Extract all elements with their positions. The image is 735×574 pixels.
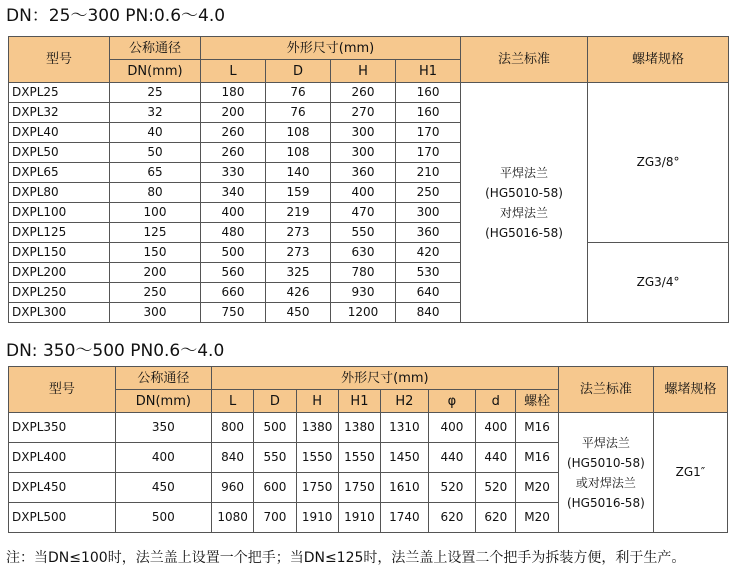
flange-line: (HG5016-58) (485, 225, 563, 240)
h-cell: 630 (331, 243, 396, 263)
l-cell: 180 (201, 83, 266, 103)
d-cell: 500 (254, 413, 296, 443)
h-cell: 1750 (296, 473, 338, 503)
dn-cell: 32 (110, 103, 201, 123)
dn-cell: 125 (110, 223, 201, 243)
l-cell: 840 (211, 443, 253, 473)
thread-header: 螺堵规格 (588, 37, 729, 83)
d-cell: 550 (254, 443, 296, 473)
dn-cell: 300 (110, 303, 201, 323)
l-cell: 500 (201, 243, 266, 263)
l-cell: 1080 (211, 503, 253, 533)
model-cell: DXPL25 (9, 83, 110, 103)
flange-standard-cell (461, 83, 588, 323)
model-cell: DXPL400 (9, 443, 116, 473)
flange-line: 或对焊法兰 (575, 475, 636, 490)
flange-header: 法兰标准 (558, 367, 653, 413)
thread-spec-cell: ZG3/8° (588, 83, 729, 243)
dimensions-header: 外形尺寸(mm) (201, 37, 461, 60)
small-d-cell: 520 (476, 473, 516, 503)
dn-cell: 250 (110, 283, 201, 303)
dn-cell: 100 (110, 203, 201, 223)
col-H2-header: H2 (381, 390, 429, 413)
dn-cell: 65 (110, 163, 201, 183)
model-cell: DXPL250 (9, 283, 110, 303)
bolt-cell: M16 (516, 443, 558, 473)
d-cell: 140 (266, 163, 331, 183)
d-cell: 325 (266, 263, 331, 283)
small-d-cell: 440 (476, 443, 516, 473)
model-cell: DXPL32 (9, 103, 110, 123)
d-cell: 600 (254, 473, 296, 503)
h-cell: 1550 (296, 443, 338, 473)
model-cell: DXPL300 (9, 303, 110, 323)
model-cell: DXPL65 (9, 163, 110, 183)
h1-cell: 1380 (338, 413, 380, 443)
l-cell: 560 (201, 263, 266, 283)
h-cell: 400 (331, 183, 396, 203)
flange-header: 法兰标准 (461, 37, 588, 83)
h2-cell: 1740 (381, 503, 429, 533)
nominal-header: 公称通径 (115, 367, 211, 390)
h-cell: 360 (331, 163, 396, 183)
spec-table-dn350-500 (8, 366, 728, 533)
col-bolt-header: 螺栓 (516, 390, 558, 413)
h1-cell: 160 (396, 103, 461, 123)
l-cell: 340 (201, 183, 266, 203)
h-cell: 300 (331, 143, 396, 163)
d-cell: 159 (266, 183, 331, 203)
h1-cell: 170 (396, 123, 461, 143)
l-cell: 260 (201, 123, 266, 143)
model-header: 型号 (9, 37, 110, 83)
d-cell: 426 (266, 283, 331, 303)
col-H-header: H (331, 60, 396, 83)
h-cell: 930 (331, 283, 396, 303)
dn-cell: 80 (110, 183, 201, 203)
h-cell: 260 (331, 83, 396, 103)
l-cell: 750 (201, 303, 266, 323)
dn-cell: 350 (115, 413, 211, 443)
model-header: 型号 (9, 367, 116, 413)
dimensions-header: 外形尺寸(mm) (211, 367, 558, 390)
flange-line: (HG5010-58) (566, 455, 645, 470)
d-cell: 219 (266, 203, 331, 223)
spec-table-dn25-300 (8, 36, 729, 323)
dn-cell: 450 (115, 473, 211, 503)
h-cell: 550 (331, 223, 396, 243)
nominal-unit-header: DN(mm) (110, 60, 201, 83)
col-L-header: L (211, 390, 253, 413)
d-cell: 273 (266, 223, 331, 243)
col-H1-header: H1 (338, 390, 380, 413)
l-cell: 960 (211, 473, 253, 503)
flange-line: 平焊法兰 (581, 435, 630, 450)
flange-line: (HG5010-58) (485, 185, 563, 200)
l-cell: 400 (201, 203, 266, 223)
h-cell: 1380 (296, 413, 338, 443)
h-cell: 270 (331, 103, 396, 123)
h2-cell: 1310 (381, 413, 429, 443)
d-cell: 108 (266, 143, 331, 163)
h-cell: 470 (331, 203, 396, 223)
d-cell: 76 (266, 103, 331, 123)
thread-spec-cell: ZG3/4° (588, 243, 729, 323)
model-cell: DXPL450 (9, 473, 116, 503)
table-row (9, 243, 729, 263)
col-phi-header: φ (428, 390, 476, 413)
h2-cell: 1610 (381, 473, 429, 503)
dn-cell: 50 (110, 143, 201, 163)
model-cell: DXPL80 (9, 183, 110, 203)
h1-cell: 1750 (338, 473, 380, 503)
thread-spec-cell: ZG1″ (653, 413, 727, 533)
phi-cell: 400 (428, 413, 476, 443)
h1-cell: 360 (396, 223, 461, 243)
bolt-cell: M20 (516, 473, 558, 503)
flange-line: 平焊法兰 (500, 165, 549, 180)
small-d-cell: 400 (476, 413, 516, 443)
phi-cell: 620 (428, 503, 476, 533)
model-cell: DXPL150 (9, 243, 110, 263)
l-cell: 200 (201, 103, 266, 123)
col-D-header: D (266, 60, 331, 83)
model-cell: DXPL50 (9, 143, 110, 163)
flange-line: (HG5016-58) (566, 495, 645, 510)
h1-cell: 420 (396, 243, 461, 263)
h1-cell: 1550 (338, 443, 380, 473)
l-cell: 800 (211, 413, 253, 443)
d-cell: 700 (254, 503, 296, 533)
h1-cell: 1910 (338, 503, 380, 533)
d-cell: 273 (266, 243, 331, 263)
nominal-unit-header: DN(mm) (115, 390, 211, 413)
h1-cell: 640 (396, 283, 461, 303)
phi-cell: 520 (428, 473, 476, 503)
l-cell: 480 (201, 223, 266, 243)
h-cell: 1910 (296, 503, 338, 533)
dn-cell: 40 (110, 123, 201, 143)
dn-cell: 500 (115, 503, 211, 533)
model-cell: DXPL200 (9, 263, 110, 283)
h-cell: 300 (331, 123, 396, 143)
model-cell: DXPL350 (9, 413, 116, 443)
d-cell: 76 (266, 83, 331, 103)
h1-cell: 170 (396, 143, 461, 163)
d-cell: 108 (266, 123, 331, 143)
h1-cell: 530 (396, 263, 461, 283)
model-cell: DXPL125 (9, 223, 110, 243)
model-cell: DXPL100 (9, 203, 110, 223)
col-d-header: d (476, 390, 516, 413)
flange-standard-cell (558, 413, 653, 533)
model-cell: DXPL40 (9, 123, 110, 143)
model-cell: DXPL500 (9, 503, 116, 533)
h-cell: 780 (331, 263, 396, 283)
dn-cell: 25 (110, 83, 201, 103)
h1-cell: 250 (396, 183, 461, 203)
col-L-header: L (201, 60, 266, 83)
h-cell: 1200 (331, 303, 396, 323)
table-row (9, 83, 729, 103)
small-d-cell: 620 (476, 503, 516, 533)
flange-line: 对焊法兰 (500, 205, 549, 220)
h1-cell: 300 (396, 203, 461, 223)
h2-cell: 1450 (381, 443, 429, 473)
section2-title: DN: 350～500 PN0.6～4.0 (6, 341, 225, 361)
h1-cell: 210 (396, 163, 461, 183)
dn-cell: 150 (110, 243, 201, 263)
d-cell: 450 (266, 303, 331, 323)
l-cell: 330 (201, 163, 266, 183)
h1-cell: 840 (396, 303, 461, 323)
phi-cell: 440 (428, 443, 476, 473)
h1-cell: 160 (396, 83, 461, 103)
table-row (9, 413, 728, 443)
bolt-cell: M16 (516, 413, 558, 443)
nominal-header: 公称通径 (110, 37, 201, 60)
section1-title: DN：25～300 PN:0.6～4.0 (6, 6, 226, 26)
dn-cell: 400 (115, 443, 211, 473)
dn-cell: 200 (110, 263, 201, 283)
bolt-cell: M20 (516, 503, 558, 533)
col-H1-header: H1 (396, 60, 461, 83)
l-cell: 260 (201, 143, 266, 163)
footnote: 注：当DN≤100时，法兰盖上设置一个把手；当DN≤125时，法兰盖上设置二个把手为拆装方便，利于生产。 (6, 550, 686, 566)
l-cell: 660 (201, 283, 266, 303)
col-H-header: H (296, 390, 338, 413)
thread-header: 螺堵规格 (653, 367, 727, 413)
col-D-header: D (254, 390, 296, 413)
